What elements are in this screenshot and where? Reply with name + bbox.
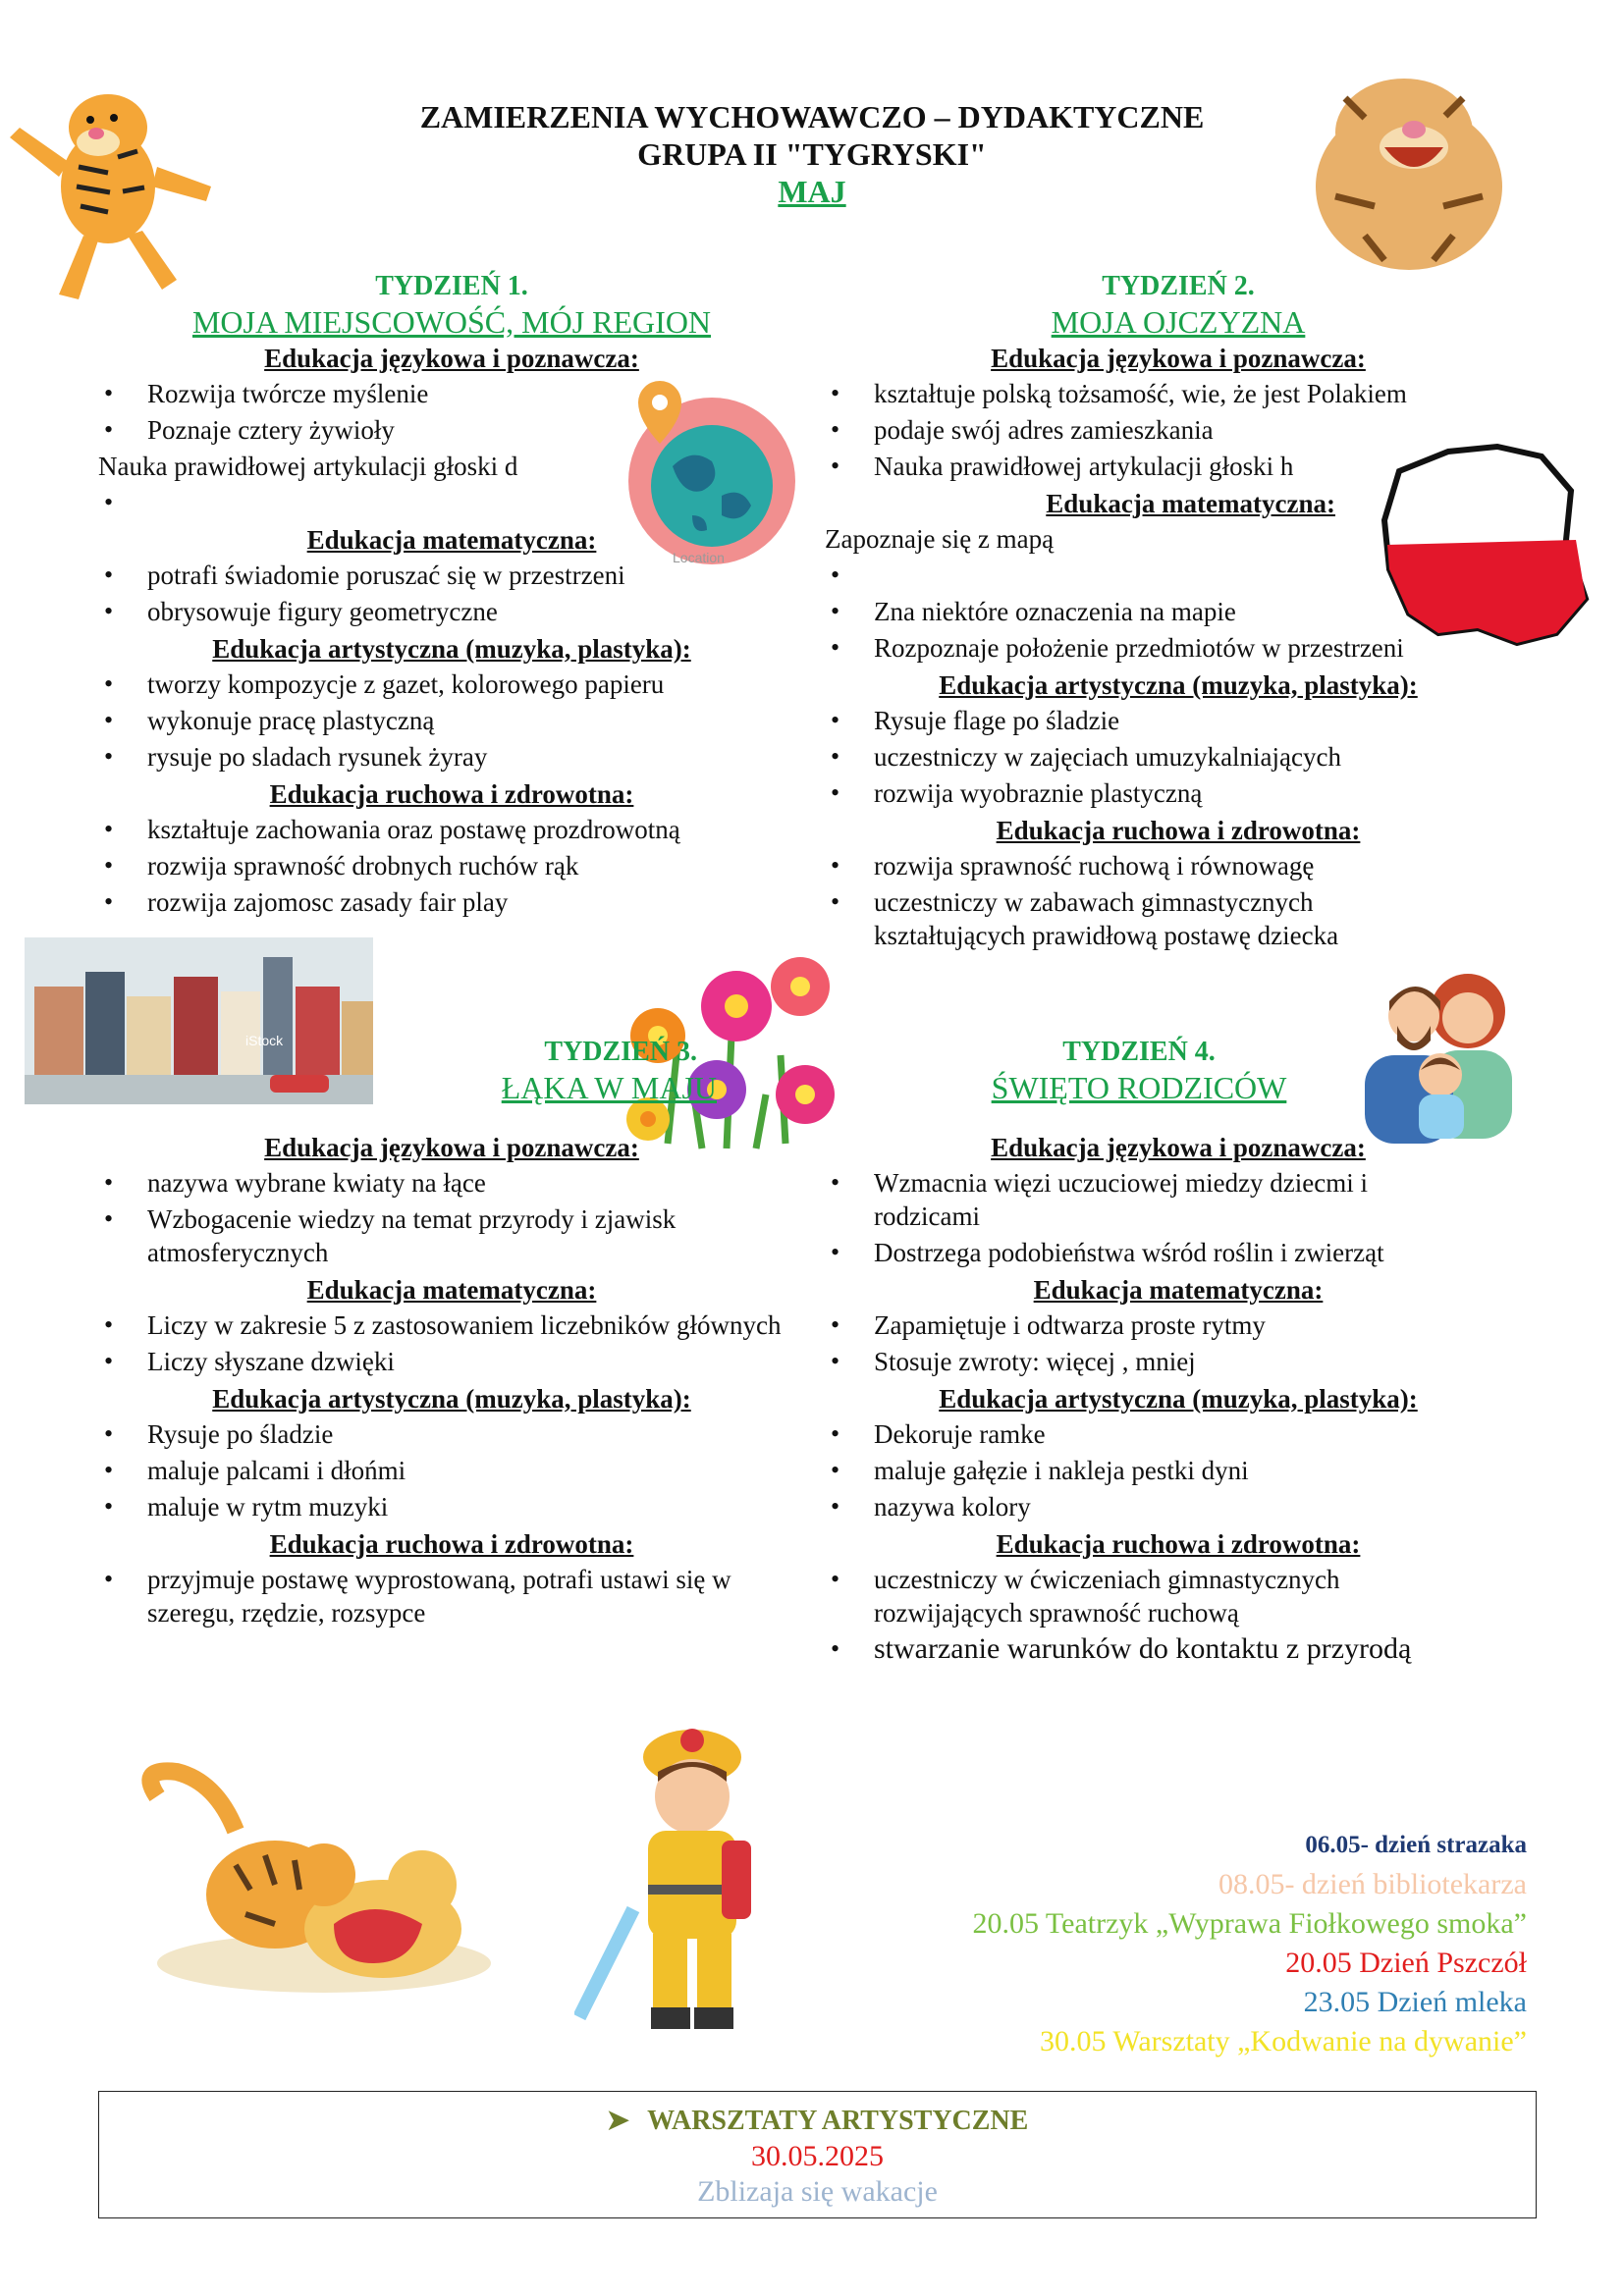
week-1-art-heading: Edukacja artystyczna (muzyka, plastyka): bbox=[212, 634, 691, 664]
list-item: • Nauka prawidłowej artykulacji głoski h bbox=[825, 450, 1532, 483]
list-item: • rozwija zajomosc zasady fair play bbox=[98, 885, 805, 919]
week-3-math-heading: Edukacja matematyczna: bbox=[306, 1275, 597, 1305]
week-4-number: TYDZIEŃ 4. bbox=[1062, 1037, 1216, 1067]
list-item: • Liczy w zakresie 5 z zastosowaniem liczebników głównych bbox=[98, 1308, 805, 1342]
event-item: 30.05 Warsztaty „Kodwanie na dywanie” bbox=[1039, 2025, 1527, 2057]
week-4-math-heading: Edukacja matematyczna: bbox=[1033, 1275, 1324, 1305]
week-3-title: ŁĄKA W MAJU bbox=[501, 1070, 717, 1105]
list-item: • nazywa wybrane kwiaty na łące bbox=[98, 1166, 805, 1200]
week-4-math-list bbox=[825, 1308, 1532, 1378]
week-3-language-list bbox=[98, 1166, 805, 1269]
week-4-motor-heading: Edukacja ruchowa i zdrowotna: bbox=[996, 1529, 1361, 1559]
list-item: • maluje palcami i dłońmi bbox=[98, 1454, 805, 1487]
week-1-number: TYDZIEŃ 1. bbox=[375, 271, 528, 301]
list-item: • stwarzanie warunków do kontaktu z przyrodą bbox=[825, 1632, 1532, 1666]
week-1-motor-heading: Edukacja ruchowa i zdrowotna: bbox=[269, 779, 634, 809]
workshop-title-row bbox=[99, 2104, 1536, 2139]
week-3-motor-list bbox=[98, 1563, 805, 1629]
week-1-language-heading: Edukacja językowa i poznawcza: bbox=[264, 344, 639, 373]
week-4-language-heading: Edukacja językowa i poznawcza: bbox=[991, 1133, 1366, 1162]
list-item: • obrysowuje figury geometryczne bbox=[98, 595, 805, 628]
list-item: • Liczy słyszane dzwięki bbox=[98, 1345, 805, 1378]
week-1-art-list bbox=[98, 667, 805, 774]
list-item: • potrafi świadomie poruszać się w przestrzeni bbox=[98, 559, 805, 592]
list-item: • rozwija wyobraznie plastyczną bbox=[825, 776, 1532, 810]
week-3-language-heading: Edukacja językowa i poznawcza: bbox=[264, 1133, 639, 1162]
week-4-language-list bbox=[825, 1166, 1532, 1269]
week-2-art-heading: Edukacja artystyczna (muzyka, plastyka): bbox=[939, 670, 1418, 700]
week-2-language-heading: Edukacja językowa i poznawcza: bbox=[991, 344, 1366, 373]
arrow-icon: ➤ bbox=[606, 2106, 630, 2136]
list-item: • uczestniczy w ćwiczeniach gimnastycznych rozwijających sprawność ruchową bbox=[825, 1563, 1532, 1629]
list-item: • Wzbogacenie wiedzy na temat przyrody i zjawisk atmosferycznych bbox=[98, 1202, 805, 1269]
list-item: • Dekoruje ramke bbox=[825, 1417, 1532, 1451]
poland-map-icon bbox=[1370, 432, 1605, 658]
globe-location-icon bbox=[604, 378, 800, 574]
tigger-jumping-icon bbox=[0, 59, 226, 304]
group-name: GRUPA II "TYGRYSKI" bbox=[637, 136, 987, 172]
list-item: • rozwija sprawność ruchową i równowagę bbox=[825, 849, 1532, 882]
week-3-art-list bbox=[98, 1417, 805, 1523]
list-item: • Zapamiętuje i odtwarza proste rytmy bbox=[825, 1308, 1532, 1342]
week-2-motor-list bbox=[825, 849, 1532, 952]
list-item: • podaje swój adres zamieszkania bbox=[825, 413, 1532, 447]
list-item: • Rozpoznaje położenie przedmiotów w przestrzeni bbox=[825, 631, 1532, 665]
week-4-motor-list bbox=[825, 1563, 1532, 1666]
week-2-title: MOJA OJCZYZNA bbox=[1051, 304, 1306, 340]
list-item: • Rozwija twórcze myślenie bbox=[98, 377, 805, 410]
week-3-art-heading: Edukacja artystyczna (muzyka, plastyka): bbox=[212, 1384, 691, 1414]
week-4-art-list bbox=[825, 1417, 1532, 1523]
list-item: • Wzmacnia więzi uczuciowej miedzy dziecmi i rodzicami bbox=[825, 1166, 1532, 1233]
list-item: • uczestniczy w zabawach gimnastycznych kształtujących prawidłową postawę dziecka bbox=[825, 885, 1532, 952]
week-4-art-heading: Edukacja artystyczna (muzyka, plastyka): bbox=[939, 1384, 1418, 1414]
week-4-title: ŚWIĘTO RODZICÓW bbox=[991, 1070, 1287, 1105]
week-1-title: MOJA MIEJSCOWOŚĆ, MÓJ REGION bbox=[191, 304, 712, 340]
event-item: 20.05 Teatrzyk „Wyprawa Fiołkowego smoka” bbox=[972, 1907, 1527, 1940]
week-3-motor-heading: Edukacja ruchowa i zdrowotna: bbox=[269, 1529, 634, 1559]
month-title: MAJ bbox=[778, 174, 846, 209]
list-item: Zapoznaje się z mapą bbox=[825, 524, 1055, 554]
tigger-laughing-icon bbox=[1276, 39, 1542, 285]
event-item: 20.05 Dzień Pszczół bbox=[1285, 1947, 1527, 1979]
list-item: • maluje w rytm muzyki bbox=[98, 1490, 805, 1523]
event-item: 23.05 Dzień mleka bbox=[1303, 1986, 1527, 2018]
list-item: • nazywa kolory bbox=[825, 1490, 1532, 1523]
location-label: Location bbox=[673, 550, 725, 565]
events-list bbox=[805, 1826, 1527, 2061]
list-item: • Poznaje cztery żywioły bbox=[98, 413, 805, 447]
list-item: • wykonuje pracę plastyczną bbox=[98, 704, 805, 737]
list-item: • Dostrzega podobieństwa wśród roślin i zwierząt bbox=[825, 1236, 1532, 1269]
page-title: ZAMIERZENIA WYCHOWAWCZO – DYDAKTYCZNE bbox=[419, 99, 1205, 134]
list-item: • przyjmuje postawę wyprostowaną, potrafi ustawi się w szeregu, rzędzie, rozsypce bbox=[98, 1563, 805, 1629]
list-item: • kształtuje polską tożsamość, wie, że jest Polakiem bbox=[825, 377, 1532, 410]
firefighter-icon bbox=[574, 1713, 800, 2037]
tigger-and-pooh-icon bbox=[128, 1757, 501, 2002]
week-3 bbox=[98, 1036, 805, 1632]
week-3-number: TYDZIEŃ 3. bbox=[544, 1037, 697, 1067]
week-2-art-list bbox=[825, 704, 1532, 810]
week-2-number: TYDZIEŃ 2. bbox=[1102, 271, 1255, 301]
week-1-motor-list bbox=[98, 813, 805, 919]
list-item: • Rysuje flage po śladzie bbox=[825, 704, 1532, 737]
list-item: • Rysuje po śladzie bbox=[98, 1417, 805, 1451]
list-item: • kształtuje zachowania oraz postawę prozdrowotną bbox=[98, 813, 805, 846]
week-2-math-heading: Edukacja matematyczna: bbox=[1046, 489, 1335, 518]
list-item: • uczestniczy w zajęciach umuzykalniających bbox=[825, 740, 1532, 774]
list-item: Nauka prawidłowej artykulacji głoski d bbox=[98, 452, 518, 481]
event-item: 06.05- dzień strazaka bbox=[1305, 1832, 1527, 1858]
week-3-math-list bbox=[98, 1308, 805, 1378]
workshop-date: 30.05.2025 bbox=[751, 2140, 884, 2172]
list-item: • rysuje po sladach rysunek żyray bbox=[98, 740, 805, 774]
workshop-box bbox=[98, 2091, 1537, 2218]
list-item: • Stosuje zwroty: więcej , mniej bbox=[825, 1345, 1532, 1378]
workshop-title: WARSZTATY ARTYSTYCZNE bbox=[647, 2106, 1029, 2136]
workshop-note: Zblizaja się wakacje bbox=[697, 2175, 938, 2208]
event-item: 08.05- dzień bibliotekarza bbox=[1218, 1868, 1527, 1900]
week-1 bbox=[98, 270, 805, 922]
week-4 bbox=[825, 1036, 1532, 1669]
stock-label: iStock bbox=[245, 1033, 284, 1048]
list-item: • maluje gałęzie i nakleja pestki dyni bbox=[825, 1454, 1532, 1487]
list-item: • rozwija sprawność drobnych ruchów rąk bbox=[98, 849, 805, 882]
week-2-motor-heading: Edukacja ruchowa i zdrowotna: bbox=[996, 816, 1361, 845]
list-item: • Zna niektóre oznaczenia na mapie bbox=[825, 595, 1532, 628]
list-item: • tworzy kompozycje z gazet, kolorowego papieru bbox=[98, 667, 805, 701]
week-1-math-heading: Edukacja matematyczna: bbox=[306, 525, 597, 555]
